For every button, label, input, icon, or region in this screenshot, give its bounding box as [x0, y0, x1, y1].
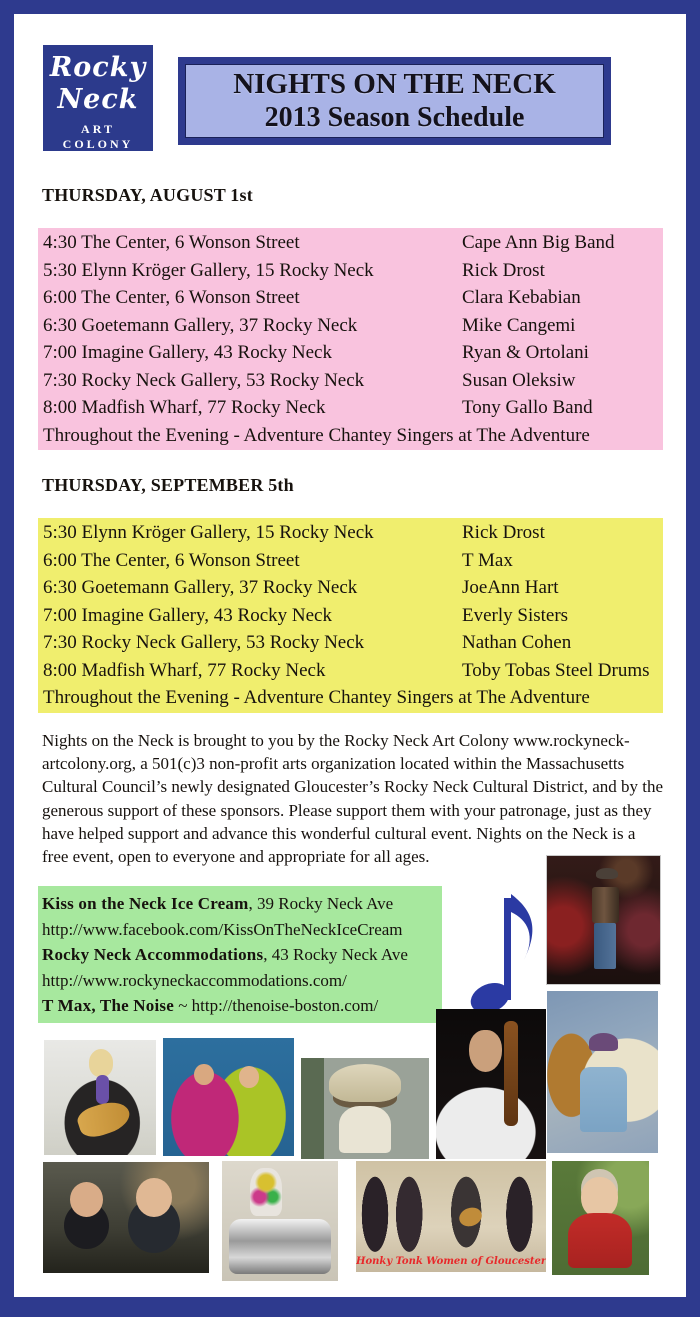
schedule-row	[38, 519, 663, 547]
rocky-neck-art-colony-logo	[43, 45, 153, 151]
venue-cell: 4:30 The Center, 6 Wonson Street	[43, 232, 300, 253]
performer-cell: T Max	[462, 549, 513, 571]
performer-cell: Rick Drost	[462, 522, 545, 543]
section-august	[38, 185, 663, 450]
schedule-row	[38, 629, 663, 657]
performer-cell: Ryan & Ortolani	[462, 342, 589, 363]
sponsor-detail: http://www.rockyneckaccommodations.com/	[42, 970, 347, 990]
sponsor-name: Rocky Neck Accommodations	[42, 945, 264, 965]
page-title: NIGHTS ON THE NECK	[233, 68, 556, 100]
schedule-row	[38, 602, 663, 630]
section-september	[38, 475, 663, 713]
schedule-row	[38, 257, 663, 285]
venue-cell: 6:00 The Center, 6 Wonson Street	[43, 287, 300, 308]
schedule-row	[38, 547, 663, 575]
venue-cell: 6:00 The Center, 6 Wonson Street	[43, 549, 300, 571]
performer-cell: Cape Ann Big Band	[462, 232, 615, 253]
photo-caption: Honky Tonk Women of Gloucester	[356, 1256, 546, 1267]
photo-violinist	[436, 1009, 546, 1159]
sponsor-name: Kiss on the Neck Ice Cream	[42, 894, 249, 913]
sponsor-line	[42, 917, 442, 943]
logo-name-line1: Rocky	[49, 52, 147, 83]
venue-cell: 8:00 Madfish Wharf, 77 Rocky Neck	[43, 397, 326, 418]
schedule-row	[38, 229, 663, 257]
photo-steel-drum-player	[222, 1161, 338, 1281]
schedule-row	[38, 574, 663, 602]
performer-cell: Everly Sisters	[462, 604, 569, 626]
performer-cell: Susan Oleksiw	[462, 369, 576, 391]
schedule-row	[38, 367, 663, 395]
about-paragraph: Nights on the Neck is brought to you by the Rocky Neck Art Colony www.rockyneck-artcolony.org, a 501(c)3 non-profit arts organization located within the Massachusetts Cultural Council’s newly designated Gloucester’s Rocky Neck Cultural District, and by the generous support of these sponsors. Please support them with your patronage, just as they have helped support and advance this wonderful cultural event. Nights on the Neck is a free event, open to everyone and appropriate for all ages.	[42, 731, 664, 867]
venue-cell: 5:30 Elynn Kröger Gallery, 15 Rocky Neck	[43, 522, 374, 543]
photo-woman-guitarist-under-tent	[44, 1040, 156, 1155]
photo-woman-with-red-scarf	[552, 1161, 649, 1275]
sponsor-name: T Max, The Noise	[42, 996, 174, 1016]
title-banner	[178, 57, 611, 145]
page-subtitle: 2013 Season Schedule	[264, 102, 525, 133]
venue-cell: 6:30 Goetemann Gallery, 37 Rocky Neck	[43, 314, 358, 336]
schedule-row	[38, 284, 663, 312]
venue-cell: 7:00 Imagine Gallery, 43 Rocky Neck	[43, 342, 332, 363]
venue-cell: 5:30 Elynn Kröger Gallery, 15 Rocky Neck	[43, 259, 374, 281]
photo-folk-duo	[163, 1038, 294, 1156]
logo-name-line3: ART COLONY	[62, 122, 134, 151]
photo-two-men-outdoors	[43, 1162, 209, 1273]
sponsor-detail: , 43 Rocky Neck Ave	[263, 945, 408, 965]
venue-cell: 6:30 Goetemann Gallery, 37 Rocky Neck	[43, 577, 358, 598]
sponsor-detail: , 39 Rocky Neck Ave	[248, 894, 394, 913]
sponsor-line	[42, 993, 442, 1019]
venue-cell: 8:00 Madfish Wharf, 77 Rocky Neck	[43, 659, 326, 681]
scarf-shape	[96, 1075, 109, 1105]
section-heading-august: THURSDAY, AUGUST 1st	[42, 185, 253, 205]
sponsor-line	[42, 942, 442, 968]
performer-cell: Toby Tobas Steel Drums	[462, 659, 650, 681]
sponsor-detail: http://www.facebook.com/KissOnTheNeckIceCream	[42, 919, 403, 939]
schedule-row	[38, 657, 663, 685]
performer-cell: JoeAnn Hart	[462, 577, 559, 598]
schedule-row	[38, 312, 663, 340]
photo-band-singer-on-stage	[546, 855, 661, 985]
venue-cell: 7:00 Imagine Gallery, 43 Rocky Neck	[43, 604, 332, 626]
schedule-footnote: Throughout the Evening - Adventure Chantey Singers at The Adventure	[43, 687, 590, 708]
venue-cell: 7:30 Rocky Neck Gallery, 53 Rocky Neck	[43, 369, 365, 391]
hat-shape	[596, 868, 619, 880]
schedule-row	[38, 394, 663, 422]
venue-cell: 7:30 Rocky Neck Gallery, 53 Rocky Neck	[43, 632, 365, 653]
sponsor-detail: ~ http://thenoise-boston.com/	[173, 996, 379, 1016]
sponsor-line	[42, 891, 442, 917]
title-banner-inner	[185, 64, 604, 138]
logo-name-line2: Neck	[57, 84, 139, 115]
schedule-footnote: Throughout the Evening - Adventure Chantey Singers at The Adventure	[43, 424, 590, 446]
performer-cell: Nathan Cohen	[462, 632, 572, 653]
performer-cell: Tony Gallo Band	[462, 397, 593, 418]
sponsor-box	[38, 886, 442, 1023]
schedule-row	[38, 339, 663, 367]
performer-cell: Mike Cangemi	[462, 314, 576, 336]
photo-honky-tonk-women	[356, 1161, 546, 1272]
photo-man-in-fedora	[301, 1058, 429, 1159]
august-schedule-box	[38, 228, 663, 450]
performer-cell: Rick Drost	[462, 259, 545, 281]
performer-cell: Clara Kebabian	[462, 287, 581, 308]
sponsor-line	[42, 968, 442, 994]
september-schedule-box	[38, 518, 663, 713]
photo-man-on-schooner	[547, 991, 658, 1153]
section-heading-september: THURSDAY, SEPTEMBER 5th	[42, 475, 294, 495]
